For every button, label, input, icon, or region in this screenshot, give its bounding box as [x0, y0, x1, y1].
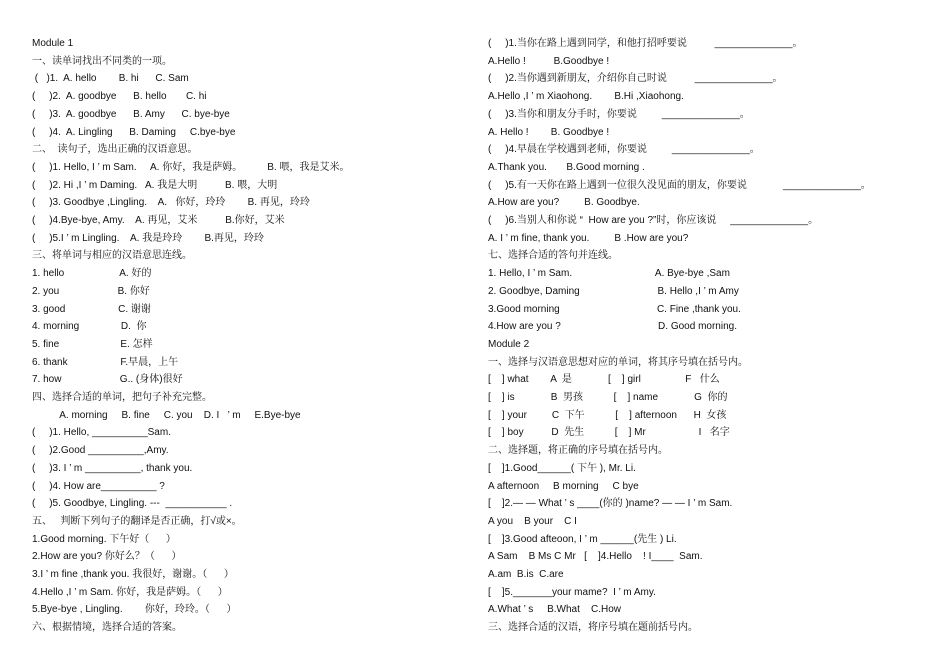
right-line: ( )1.当你在路上遇到同学，和他打招呼要说 ______________。 [488, 38, 803, 49]
left-line: 2. you B. 你好 [32, 285, 150, 297]
left-line: ( )1. A. hello B. hi C. Sam [32, 73, 189, 85]
right-line: [ ] boy D 先生 [ ] Mr I 名字 [488, 427, 730, 439]
left-line: ( )5.I ’ m Lingling. A. 我是玲玲 B.再见，玲玲 [32, 232, 264, 244]
right-line: [ ] your C 下午 [ ] afternoon H 女孩 [488, 409, 727, 421]
right-line: A.How are you? B. Goodbye. [488, 197, 640, 209]
left-line: 3.I ’ m fine ,thank you. 我很好，谢谢。（ ） [32, 569, 234, 580]
right-line: A Sam B Ms C Mr [ ]4.Hello ! I____ Sam. [488, 551, 703, 563]
right-line: A. I ’ m fine, thank you. B .How are you? [488, 232, 689, 244]
right-line: [ ]3.Good afteoon, I ’ m ______(先生 ) Li. [488, 533, 677, 545]
right-line: ( )2.当你遇到新朋友，介绍你自己时说 ______________。 [488, 73, 783, 85]
right-line: A you B your C I [488, 515, 577, 527]
left-line: 2.How are you? 你好么？（ ） [32, 551, 182, 563]
left-line: ( )1. Hello, I ’ m Sam. A. 你好，我是萨姆。 B. 喂，我是艾米。 [32, 161, 350, 173]
right-line: [ ]2.— — What ’ s ____(你的 )name? — — I ’ m Sam. [488, 498, 733, 510]
right-line: 二、选择题，将正确的序号填在括号内。 [488, 445, 668, 457]
right-line: A.am B.is C.are [488, 569, 564, 580]
left-line: A. morning B. fine C. you D. I ’ m E.Bye-bye [32, 409, 301, 421]
left-line: ( )4.Bye-bye, Amy. A. 再见，艾米 B.你好，艾米 [32, 215, 285, 226]
left-line: ( )3. A. goodbye B. Amy C. bye-bye [32, 108, 230, 120]
right-line: 七、选择合适的答句并连线。 [488, 250, 618, 262]
left-line: ( )4. A. Lingling B. Daming C.bye-bye [32, 126, 236, 138]
left-line: 1. hello A. 好的 [32, 268, 152, 280]
left-line: ( )2. Hi ,I ’ m Daming. A. 我是大明 B. 喂，大明 [32, 179, 278, 191]
right-line: [ ] is B 男孩 [ ] name G 你的 [488, 392, 728, 403]
left-line: 7. how G.. (身体)很好 [32, 374, 183, 386]
left-line: 6. thank F.早晨，上午 [32, 356, 179, 368]
left-line: 四、选择合适的单词，把句子补充完整。 [32, 392, 212, 403]
left-line: ( )5. Goodbye, Lingling. --- ___________ . [32, 498, 233, 510]
left-line: ( )3. Goodbye ,Lingling. A. 你好，玲玲 B. 再见，玲玲 [32, 197, 310, 209]
left-line: ( )1. Hello, __________Sam. [32, 427, 171, 439]
right-line: ( )3.当你和朋友分手时，你要说 ______________。 [488, 108, 750, 120]
right-line: A.Hello ! B.Goodbye ! [488, 55, 610, 67]
right-line: ( )5.有一天你在路上遇到一位很久没见面的朋友，你要说 ______________。 [488, 179, 871, 191]
left-line: 三、将单词与相应的汉语意思连线。 [32, 250, 192, 262]
right-line: A. Hello ! B. Goodbye ! [488, 126, 610, 138]
right-line: 一、选择与汉语意思想对应的单词，将其序号填在括号内。 [488, 356, 748, 368]
left-line: ( )2.Good __________,Amy. [32, 445, 169, 457]
left-line: 5. fine E. 怎样 [32, 338, 153, 350]
left-line: 六、根据情境，选择合适的答案。 [32, 622, 182, 634]
left-line: 一、读单词找出不同类的一项。 [32, 55, 172, 67]
right-line: 1. Hello, I ’ m Sam. A. Bye-bye ,Sam [488, 268, 730, 280]
left-line: ( )2. A. goodbye B. hello C. hi [32, 91, 207, 103]
right-line: [ ] what A 是 [ ] girl F 什么 [488, 374, 720, 386]
left-line: 4. morning D. 你 [32, 321, 147, 333]
left-line: 5.Bye-bye , Lingling. 你好，玲玲。（ ） [32, 604, 237, 616]
left-line: 五、 判断下列句子的翻译是否正确，打√或×。 [32, 515, 242, 527]
right-line: Module 2 [488, 338, 530, 350]
right-line: A.What ’ s B.What C.How [488, 604, 621, 616]
right-line: A afternoon B morning C bye [488, 480, 639, 492]
right-line: 2. Goodbye, Daming B. Hello ,I ’ m Amy [488, 285, 739, 297]
right-line: ( )6.当别人和你说 “ How are you ?”时，你应该说 ______________。 [488, 215, 819, 226]
right-line: A.Hello ,I ’ m Xiaohong. B.Hi ,Xiaohong. [488, 91, 684, 103]
right-line: ( )4.早晨在学校遇到老师，你要说 ______________。 [488, 144, 760, 156]
left-line: 4.Hello ,I ’ m Sam. 你好，我是萨姆。（ ） [32, 586, 228, 598]
left-line: ( )3. I ’ m __________, thank you. [32, 462, 193, 474]
right-line: [ ]1.Good______( 下午 ), Mr. Li. [488, 462, 636, 474]
right-line: A.Thank you. B.Good morning . [488, 161, 645, 173]
right-line: [ ]5._______your mame? I ’ m Amy. [488, 586, 656, 598]
left-line: Module 1 [32, 38, 74, 49]
left-line: ( )4. How are__________ ? [32, 480, 165, 492]
right-line: 4.How are you ? D. Good morning. [488, 321, 737, 333]
right-line: 三、选择合适的汉语，将序号填在题前括号内。 [488, 622, 698, 634]
left-line: 3. good C. 谢谢 [32, 303, 151, 315]
left-line: 1.Good morning. 下午好（ ） [32, 533, 176, 545]
left-line: 二、 读句子，选出正确的汉语意思。 [32, 144, 198, 156]
right-line: 3.Good morning C. Fine ,thank you. [488, 303, 741, 315]
